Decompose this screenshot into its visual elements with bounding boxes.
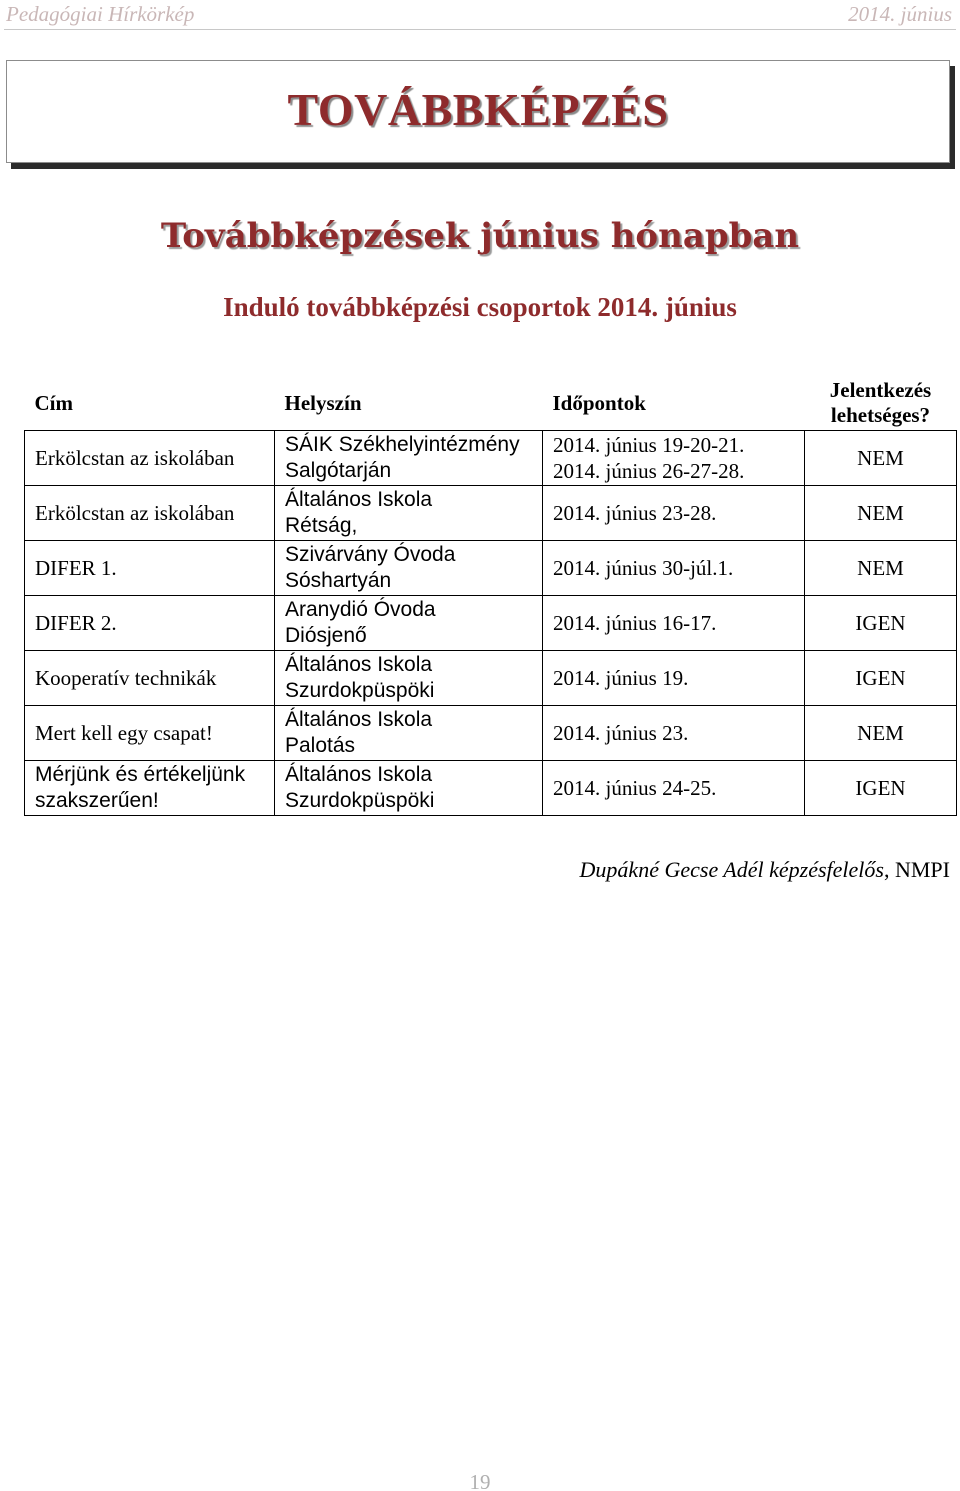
course-title	[25, 760, 275, 815]
place-line: Általános Iskola	[285, 652, 433, 676]
header-divider	[4, 29, 956, 30]
place-line: Diósjenő	[285, 623, 367, 647]
course-dates: 2014. június 16-17.	[543, 595, 805, 650]
place-line: Általános Iskola	[285, 762, 433, 786]
table-row	[25, 540, 957, 595]
course-dates	[543, 430, 805, 485]
application-status: IGEN	[805, 650, 957, 705]
course-dates: 2014. június 19.	[543, 650, 805, 705]
course-title: Mert kell egy csapat!	[25, 705, 275, 760]
application-status: NEM	[805, 705, 957, 760]
course-dates: 2014. június 30-júl.1.	[543, 540, 805, 595]
page-number: 19	[469, 1470, 491, 1491]
publication-title: Pedagógiai Hírkörkép	[6, 2, 195, 26]
course-place	[275, 430, 543, 485]
place-line: Szurdokpüspöki	[285, 678, 435, 702]
application-status: IGEN	[805, 595, 957, 650]
section-title: TOVÁBBKÉPZÉS	[287, 84, 669, 135]
course-dates: 2014. június 23-28.	[543, 485, 805, 540]
place-line: Általános Iskola	[285, 707, 433, 731]
table-row	[25, 650, 957, 705]
article-subheading: Induló továbbképzési csoportok 2014. június	[223, 292, 737, 322]
date-line: 2014. június 19-20-21.	[553, 432, 745, 457]
header-application	[805, 376, 957, 430]
table-row	[25, 485, 957, 540]
issue-date: 2014. június	[848, 2, 952, 26]
header-place: Helyszín	[284, 390, 362, 415]
course-place	[275, 760, 543, 815]
article-title: Továbbképzések június hónapban	[160, 216, 800, 256]
place-line: Rétság,	[285, 513, 358, 537]
place-line: Salgótarján	[285, 458, 392, 482]
course-title: Kooperatív technikák	[25, 650, 275, 705]
course-table	[24, 376, 957, 816]
title-line: Mérjünk és értékeljünk	[35, 762, 246, 786]
course-dates: 2014. június 24-25.	[543, 760, 805, 815]
place-line: SÁIK Székhelyintézmény	[285, 432, 520, 456]
place-line: Palotás	[285, 733, 356, 757]
course-place	[275, 595, 543, 650]
table-row	[25, 760, 957, 815]
course-dates: 2014. június 23.	[543, 705, 805, 760]
place-line: Szurdokpüspöki	[285, 788, 435, 812]
course-place	[275, 485, 543, 540]
author-name: Dupákné Gecse Adél képzésfelelős	[579, 857, 884, 882]
table-row	[25, 430, 957, 485]
application-status: NEM	[805, 485, 957, 540]
course-title: DIFER 1.	[25, 540, 275, 595]
course-title: Erkölcstan az iskolában	[25, 485, 275, 540]
header-dates: Időpontok	[552, 390, 646, 415]
application-status: NEM	[805, 430, 957, 485]
course-title: Erkölcstan az iskolában	[25, 430, 275, 485]
table-row	[25, 595, 957, 650]
title-line: szakszerűen!	[35, 788, 159, 812]
author-org: , NMPI	[883, 857, 950, 882]
date-line: 2014. június 26-27-28.	[553, 458, 745, 483]
table-row	[25, 705, 957, 760]
application-status: NEM	[805, 540, 957, 595]
place-line: Általános Iskola	[285, 487, 433, 511]
course-place	[275, 650, 543, 705]
course-place	[275, 705, 543, 760]
section-banner	[6, 60, 950, 163]
place-line: Aranydió Óvoda	[285, 597, 436, 621]
author-signature	[580, 857, 950, 883]
table-header-row	[25, 376, 957, 430]
course-title: DIFER 2.	[25, 595, 275, 650]
header-application-line1: Jelentkezés	[829, 377, 932, 402]
header-title: Cím	[34, 390, 73, 415]
place-line: Szivárvány Óvoda	[285, 542, 456, 566]
header-application-line2: lehetséges?	[830, 402, 931, 427]
application-status: IGEN	[805, 760, 957, 815]
running-header	[0, 0, 960, 32]
course-place	[275, 540, 543, 595]
place-line: Sóshartyán	[285, 568, 392, 592]
